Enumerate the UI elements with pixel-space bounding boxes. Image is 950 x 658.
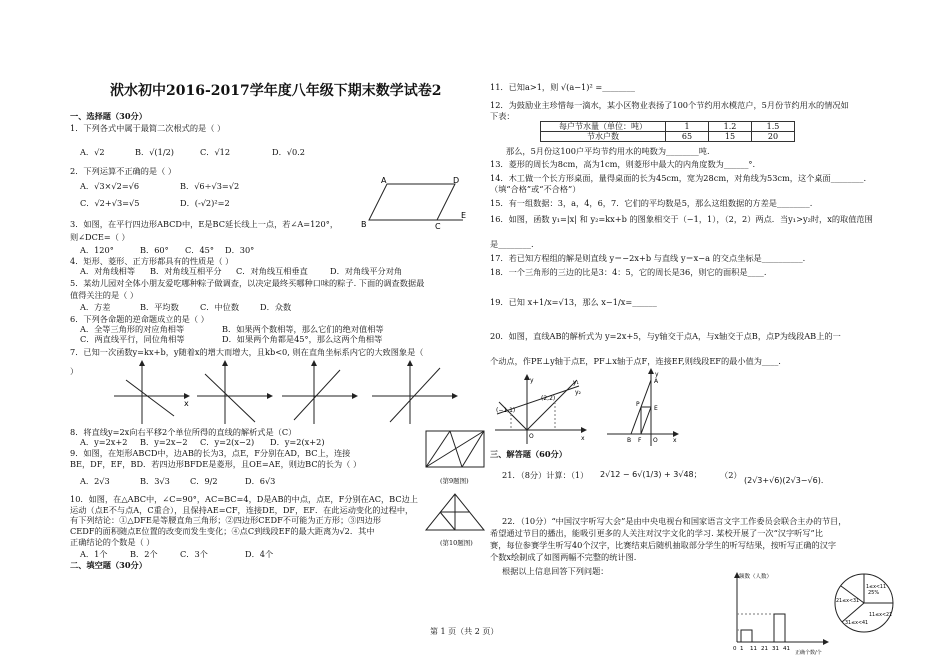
q3-label-c: C — [435, 222, 441, 231]
table-header-cell: 每户节水量（单位：吨） — [541, 122, 666, 132]
page-footer: 第 1 页（共 2 页） — [430, 627, 499, 636]
hist-x-tick: 31 — [772, 646, 779, 652]
question-15: 15．有一组数据：3，a，4，6，7．它们的平均数是5，那么这组数据的方差是________. — [490, 198, 813, 208]
question-16: 16．如图，函数 y₁=|x| 和 y₂=kx+b 的图象相交于（−1，1），（2，2）两点．当y₁>y₂时，x的取值范围 — [490, 214, 873, 224]
question-12-ask: 那么，5月份这100户平均节约用水的吨数为________吨. — [506, 146, 710, 156]
table-cell: 65 — [666, 132, 709, 142]
q22-pie-chart — [833, 572, 895, 634]
q4-option-a: A．对角线相等 — [80, 266, 136, 276]
q6-option-a: A．全等三角形的对应角相等 — [80, 324, 185, 334]
question-5: 5．某幼儿园对全体小朋友爱吃哪种粽子做调查，以决定最终买哪种口味的粽子. 下面的调查数据最 — [70, 278, 425, 288]
section-2-heading: 二、填空题（30分） — [70, 560, 147, 570]
question-16-cont: 是________. — [490, 239, 534, 249]
q3-option-a: A．120° — [80, 245, 114, 255]
q16-y1-label: y₁ — [573, 379, 579, 386]
q3-parallelogram-figure — [355, 172, 470, 232]
q2-option-d: D．(-√2)²=2 — [180, 198, 230, 208]
q3-label-a: A — [381, 176, 387, 185]
table-cell: 20 — [752, 132, 795, 142]
q21-expression-2: (2√3+√6)(2√3−√6)． — [744, 476, 829, 485]
q1-option-d: D．√0.2 — [272, 147, 305, 157]
q20-label-o: O — [653, 437, 658, 444]
pie-percentage: 25% — [868, 590, 880, 596]
question-7: 7．已知一次函数y=kx+b，y随着x的增大而增大，且kb<0, 则在直角坐标系内它的大致图象是（ — [70, 347, 424, 357]
question-12-cont: 下表： — [490, 111, 515, 121]
q20-label-a: A — [654, 378, 659, 385]
q22-histogram — [725, 570, 835, 656]
question-20: 20．如图，直线AB的解析式为 y=2x+5，与y轴交于点A，与x轴交于点B，点P为线段AB上的一 — [490, 331, 841, 341]
q4-option-c: C．对角线互相垂直 — [236, 266, 308, 276]
q20-label-f: F — [638, 437, 642, 444]
q16-function-graph — [493, 374, 588, 446]
pie-label: 11≤x<21 — [869, 613, 893, 618]
q8-option-c: C．y=2(x−2) — [200, 437, 255, 447]
question-4: 4．矩形、菱形、正方形都具有的性质是（ ） — [70, 256, 234, 266]
q2-option-b: B．√6÷√3=√2 — [180, 181, 240, 191]
q9-rectangle-figure — [420, 425, 490, 483]
hist-x-axis-label: 正确个数/个 — [795, 650, 822, 656]
q20-label-b: B — [627, 437, 632, 444]
question-10-cont-4: 正确结论的个数是（ ） — [70, 537, 155, 547]
question-22-cont-3: 个数x绘制成了如图两幅不完整的统计图. — [490, 552, 637, 562]
pie-label: 1≤x<11 — [866, 585, 887, 590]
question-17: 17．若已知方程组的解是则直线 y＝−2x+b 与直线 y＝x−a 的交点坐标是__________. — [490, 253, 806, 263]
q20-label-y: y — [655, 371, 659, 378]
q16-x-label: x — [581, 435, 585, 442]
q9-option-c: C．9/2 — [190, 476, 218, 486]
q10-option-b: B．2个 — [130, 549, 158, 559]
question-8: 8．将直线y=2x向右平移2个单位所得的直线的解析式是（C） — [70, 427, 297, 437]
table-cell: 节水户数 — [541, 132, 666, 142]
q3-label-d: D — [453, 176, 460, 185]
q9-option-d: D．6√3 — [245, 476, 276, 486]
question-7-cont: ） — [70, 366, 79, 376]
q16-y2-label: y₂ — [575, 389, 581, 396]
q8-option-a: A．y=2x+2 — [80, 437, 128, 447]
question-5-cont: 值得关注的是（ ） — [70, 290, 139, 300]
svg-text:x: x — [184, 399, 189, 408]
q20-label-p: P — [636, 401, 640, 408]
question-12: 12．为鼓励业主珍惜每一滴水，某小区物业表扬了100个节约用水模范户，5月份节约用水的情况如 — [490, 100, 849, 110]
q21-expression-1: 2√12 − 6√(1/3) + 3√48； — [600, 470, 702, 479]
question-11: 11．已知a>1，则 √(a−1)² =________ — [490, 82, 635, 92]
hist-x-tick: 21 — [761, 646, 768, 652]
question-22-cont-1: 希望通过节目的播出，能吸引更多的人关注对汉字文化的学习. 某校开展了一次“汉字听写”比 — [490, 528, 823, 538]
q3-option-d: D．30° — [225, 245, 255, 255]
q3-label-b: B — [361, 220, 367, 229]
table-header-cell: 1.5 — [752, 122, 795, 132]
q10-figure-caption: (第10题图) — [440, 539, 473, 547]
q7-graph-b — [195, 360, 275, 426]
q8-option-b: B．y=2x−2 — [140, 437, 188, 447]
q16-point-label-2: (2,2) — [541, 395, 556, 402]
q2-option-a: A．√3×√2=√6 — [80, 181, 140, 191]
table-cell: 15 — [709, 132, 752, 142]
q9-option-b: B．3√3 — [140, 476, 170, 486]
hist-x-tick: 0 — [733, 646, 737, 652]
q10-triangle-figure — [422, 490, 488, 538]
question-14-cont: （填“合格”或“不合格”） — [490, 184, 581, 194]
hist-x-tick: 11 — [750, 646, 757, 652]
q5-option-d: D．众数 — [260, 302, 292, 312]
question-10-cont-2: 有下列结论：①△DFE是等腰直角三角形；②四边形CEDF不可能为正方形；③四边形 — [70, 515, 382, 525]
q1-option-c: C．√12 — [200, 147, 231, 157]
q5-option-a: A．方差 — [80, 302, 111, 312]
question-10: 10．如图，在△ABC中，∠C=90°，AC=BC=4，D是AB的中点，点E，F分别在AC，BC边上 — [70, 494, 418, 504]
question-9-cont: BE，DF，EF，BD．若四边形BFDE是菱形，且OE=AE，则边BC的长为（ ） — [70, 459, 362, 469]
question-3-cont: 则∠DCE=（ ） — [70, 232, 130, 242]
q1-option-a: A．√2 — [80, 147, 105, 157]
q7-graph-c — [280, 360, 360, 426]
table-header-cell: 1 — [666, 122, 709, 132]
q20-label-x: x — [673, 437, 677, 444]
hist-x-tick: 1 — [740, 646, 744, 652]
question-19: 19．已知 x+1/x=√13，那么 x−1/x=______ — [490, 297, 657, 307]
q16-point-label-1: (−1,1) — [496, 407, 516, 414]
question-21: 21．（8分）计算：（1） — [502, 470, 589, 480]
question-9: 9．如图，在矩形ABCD中，边AB的长为3，点E，F分别在AD，BC上，连接 — [70, 448, 351, 458]
q20-label-e: E — [654, 405, 658, 412]
q9-figure-caption: (第9题图) — [440, 477, 469, 485]
q6-option-d: D．如果两个角都是45°，那么这两个角相等 — [222, 334, 383, 344]
q5-option-b: B．平均数 — [140, 302, 179, 312]
pie-label: 31≤x<41 — [845, 621, 869, 626]
q7-graph-d — [370, 360, 460, 426]
question-2: 2．下列运算不正确的是（ ） — [70, 166, 177, 176]
question-20-cont: 个动点，作PE⊥y轴于点E，PF⊥x轴于点F，连接EF,则线段EF的最小值为____. — [490, 356, 781, 366]
question-10-cont-1: 运动（点E不与点A，C重合），且保持AE=CF，连接DE，DF，EF．在此运动变化的过程中， — [70, 505, 414, 515]
q5-option-c: C．中位数 — [200, 302, 240, 312]
question-22-cont-2: 赛，每位参赛学生听写40个汉字，比赛结束后随机抽取部分学生的听写结果，按听写正确的汉字 — [490, 540, 837, 550]
q1-option-b: B．√(1/2) — [135, 147, 174, 157]
table-header-cell: 1.2 — [709, 122, 752, 132]
q4-option-d: D．对角线平分对角 — [330, 266, 403, 276]
q6-option-c: C．两直线平行，同位角相等 — [80, 334, 185, 344]
section-1-heading: 一、选择题（30分） — [70, 111, 147, 121]
question-22-cont-4: 根据以上信息回答下列问题： — [502, 566, 609, 576]
q16-origin-label: O — [529, 433, 534, 440]
hist-y-axis-label: 频数（人数） — [739, 574, 773, 580]
q3-label-e: E — [461, 211, 467, 220]
question-10-cont-3: CEDF的面积随点E位置的改变而发生变化；④点C到线段EF的最大距离为√2．其中 — [70, 526, 375, 536]
q10-option-d: D．4个 — [245, 549, 274, 559]
q9-option-a: A．2√3 — [80, 476, 110, 486]
q3-option-c: C．45° — [185, 245, 214, 255]
q4-option-b: B．对角线互相平分 — [150, 266, 222, 276]
q10-option-a: A．1个 — [80, 549, 108, 559]
question-18: 18．一个三角形的三边的比是3：4：5，它的周长是36，则它的面积是____. — [490, 267, 767, 277]
q2-option-c: C．√2+√3=√5 — [80, 198, 140, 208]
question-13: 13．菱形的周长为8cm，高为1cm，则菱形中最大的内角度数为______°. — [490, 159, 756, 169]
q8-option-d: D．y=2(x+2) — [270, 437, 325, 447]
question-1: 1．下列各式中属于最简二次根式的是（ ） — [70, 123, 226, 133]
pie-label: 21≤x<31 — [836, 599, 860, 604]
q3-option-b: B．60° — [140, 245, 169, 255]
q10-option-c: C．3个 — [180, 549, 208, 559]
page-title: 洑水初中2016-2017学年度八年级下期末数学试卷2 — [110, 83, 442, 99]
q21-part-2-label: （2） — [720, 470, 742, 480]
question-22: 22．（10分）“中国汉字听写大会”是由中央电视台和国家语言文字工作委员会联合主办的节目， — [502, 516, 847, 526]
q7-graph-a — [112, 360, 192, 426]
water-saving-table — [540, 121, 795, 142]
q6-option-b: B．如果两个数相等，那么它们的绝对值相等 — [222, 324, 384, 334]
hist-x-tick: 41 — [783, 646, 790, 652]
q20-line-graph — [605, 368, 680, 448]
question-14: 14．木工做一个长方形桌面，量得桌面的长为45cm，宽为28cm，对角线为53cm，这个桌面________. — [490, 173, 867, 183]
q16-y-label: y — [530, 377, 534, 384]
question-3: 3．如图，在平行四边形ABCD中，E是BC延长线上一点，若∠A=120°， — [70, 219, 339, 229]
question-6: 6．下列各命题的逆命题成立的是（ ） — [70, 314, 209, 324]
section-3-heading: 三、解答题（60分） — [490, 449, 567, 459]
